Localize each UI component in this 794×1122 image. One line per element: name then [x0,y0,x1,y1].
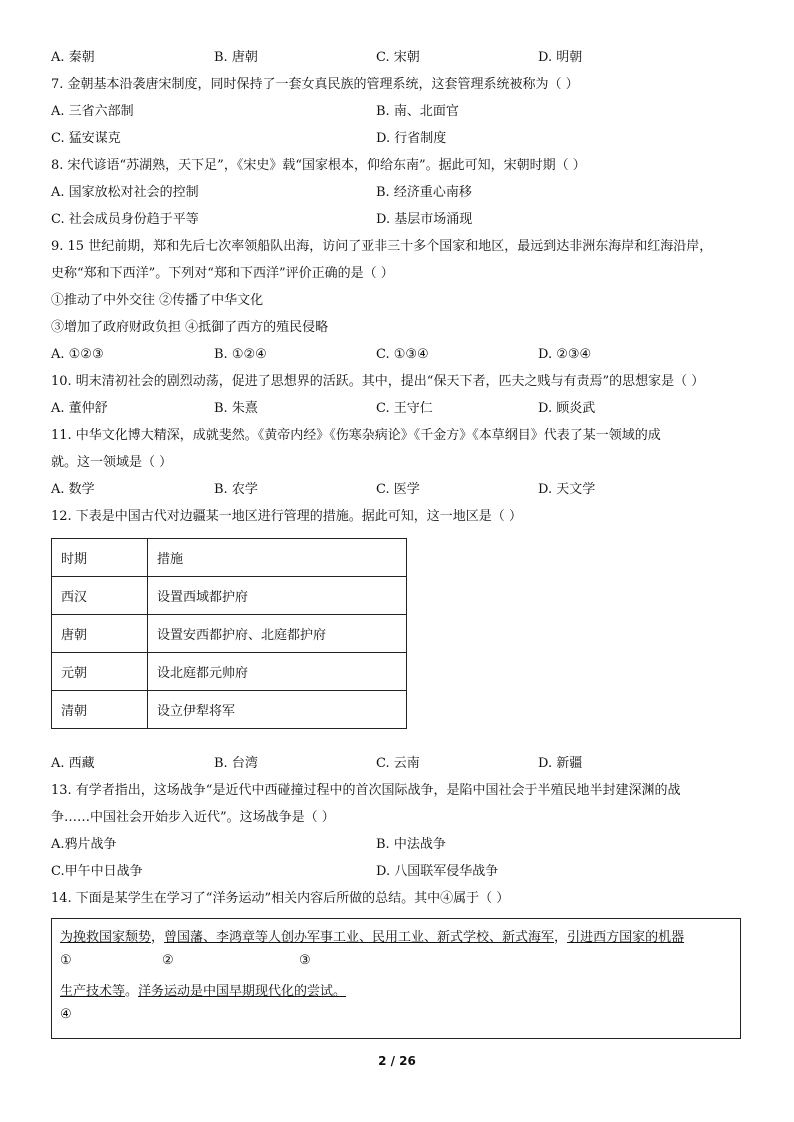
q10-option-b: B. 朱熹 [214,401,258,416]
q10-option-c: C. 王守仁 [376,401,433,416]
q9-items-line2: ③增加了政府财政负担 ④抵御了西方的殖民侵略 [51,320,329,335]
q12-stem: 12. 下表是中国古代对边疆某一地区进行管理的措施。据此可知，这一地区是（ ） [51,509,522,524]
q11-stem-line1: 11. 中华文化博大精深，成就斐然。《黄帝内经》《伤寒杂病论》《千金方》《本草纲目》代表了某一领域的成 [51,428,661,443]
q6-option-c: C. 宋朝 [376,50,420,65]
q8-option-a: A. 国家放松对社会的控制 [51,185,199,200]
q10-stem: 10. 明末清初社会的剧烈动荡，促进了思想界的活跃。其中，提出“保天下者，匹夫之贱与有责焉”的思想家是（ ） [51,374,705,389]
q10-option-d: D. 顾炎武 [538,401,596,416]
q13-option-c: C.甲午中日战争 [51,864,143,879]
table-cell-period: 唐朝 [52,615,148,653]
table-cell-period: 清朝 [52,691,148,729]
q7-option-b: B. 南、北面官 [376,104,459,119]
q11-option-d: D. 天文学 [538,482,596,497]
q13-stem-line2: 争……中国社会开始步入近代”。这场战争是（ ） [51,810,335,825]
table-cell-period: 西汉 [52,577,148,615]
marker-2: ② [162,953,174,968]
marker-1: ① [60,953,72,968]
page-number: 2 / 26 [378,1054,416,1068]
q8-option-b: B. 经济重心南移 [376,185,472,200]
separator-1: ， [151,930,165,945]
q12-option-b: B. 台湾 [214,756,258,771]
q13-option-d: D. 八国联军侵华战争 [376,864,499,879]
q10-option-a: A. 董仲舒 [51,401,108,416]
q12-table [51,538,407,729]
table-cell-measure: 设置西域都护府 [148,577,407,615]
table-row [52,577,407,615]
q9-items-line1: ①推动了中外交往 ②传播了中华文化 [51,293,264,308]
q7-option-d: D. 行省制度 [376,131,447,146]
segment-3: 引进西方国家的机器 [567,930,685,945]
q12-option-d: D. 新疆 [538,756,583,771]
q8-option-c: C. 社会成员身份趋于平等 [51,212,199,227]
q6-option-d: D. 明朝 [538,50,583,65]
q6-option-b: B. 唐朝 [214,50,258,65]
separator-2: ， [554,930,568,945]
table-header-row [52,539,407,577]
table-cell-measure: 设北庭都元帅府 [148,653,407,691]
segment-4: 生产技术等 [60,984,126,999]
segment-2: 曾国藩、李鸿章等人创办军事工业、民用工业、新式学校、新式海军 [164,930,555,945]
q7-option-c: C. 猛安谋克 [51,131,121,146]
table-row [52,615,407,653]
q12-option-c: C. 云南 [376,756,420,771]
q9-option-b: B. ①②④ [214,347,267,362]
marker-3: ③ [299,953,311,968]
segment-1: 为挽救国家颓势 [60,930,152,945]
summary-line-3 [60,980,346,999]
separator-3: 。 [125,984,139,999]
table-cell-period: 元朝 [52,653,148,691]
table-header-period: 时期 [52,539,148,577]
q9-option-a: A. ①②③ [51,347,104,362]
q14-stem: 14. 下面是某学生在学习了“洋务运动”相关内容后所做的总结。其中④属于（ ） [51,891,510,906]
table-cell-measure: 设立伊犁将军 [148,691,407,729]
q7-stem: 7. 金朝基本沿袭唐宋制度，同时保持了一套女真民族的管理系统，这套管理系统被称为（ ） [51,77,579,92]
q11-option-b: B. 农学 [214,482,258,497]
q13-option-b: B. 中法战争 [376,837,446,852]
q8-option-d: D. 基层市场涌现 [376,212,473,227]
table-cell-measure: 设置安西都护府、北庭都护府 [148,615,407,653]
q14-summary-box [51,918,741,1039]
q9-stem-line2: 史称“郑和下西洋”。下列对“郑和下西洋”评价正确的是（ ） [51,266,394,281]
q11-option-c: C. 医学 [376,482,420,497]
q9-stem-line1: 9. 15 世纪前期，郑和先后七次率领船队出海，访问了亚非三十多个国家和地区，最远到达非洲东海岸和红海沿岸， [51,239,713,254]
q13-option-a: A.鸦片战争 [51,837,117,852]
q9-option-d: D. ②③④ [538,347,592,362]
q6-option-a: A. 秦朝 [51,50,95,65]
q11-option-a: A. 数学 [51,482,95,497]
table-row [52,653,407,691]
q7-option-a: A. 三省六部制 [51,104,134,119]
q13-stem-line1: 13. 有学者指出，这场战争“是近代中西碰撞过程中的首次国际战争，是陷中国社会于半殖民地半封建深渊的战 [51,783,681,798]
table-row [52,691,407,729]
q8-stem: 8. 宋代谚语“苏湖熟，天下足”，《宋史》载“国家根本，仰给东南”。据此可知，宋朝时期（ ） [51,158,586,173]
summary-line-1 [60,926,684,945]
segment-5: 洋务运动是中国早期现代化的尝试。 [138,984,347,999]
q12-option-a: A. 西藏 [51,756,95,771]
q9-option-c: C. ①③④ [376,347,429,362]
q11-stem-line2: 就。这一领域是（ ） [51,455,173,470]
marker-4: ④ [60,1007,72,1022]
table-header-measure: 措施 [148,539,407,577]
